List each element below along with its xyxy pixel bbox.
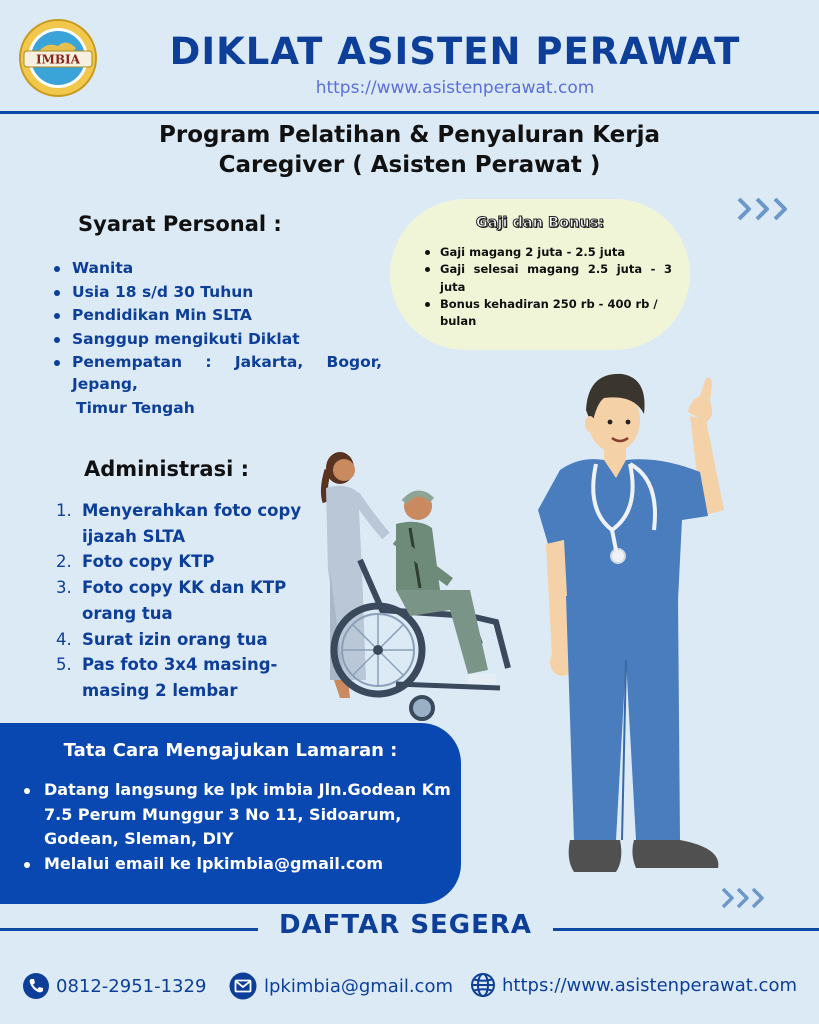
program-subtitle-line2: Caregiver ( Asisten Perawat ) — [218, 152, 601, 178]
male-nurse-illustration — [530, 360, 730, 889]
syarat-heading: Syarat Personal : — [78, 212, 282, 236]
cta-divider-right — [553, 928, 819, 931]
phone-number: 0812-2951-1329 — [56, 975, 207, 997]
mail-icon — [228, 972, 258, 1000]
penempatan-word: : — [205, 353, 212, 372]
list-item-penempatan — [50, 351, 382, 375]
header-divider — [0, 111, 819, 114]
gaji-list — [422, 244, 672, 330]
globe-icon — [470, 972, 496, 998]
penempatan-cont: Timur Tengah — [76, 399, 195, 417]
administrasi-list — [56, 498, 316, 704]
phone-icon — [22, 972, 50, 1000]
penempatan-word: Jakarta, — [234, 353, 304, 372]
logo-text: IMBIA — [36, 52, 80, 67]
website-contact[interactable] — [470, 972, 797, 998]
caregiver-wheelchair-illustration — [300, 440, 530, 729]
imbia-logo — [18, 18, 98, 98]
list-item: 3. Foto copy KK dan KTP orang tua — [56, 578, 287, 623]
chevrons-right-icon — [720, 884, 770, 916]
penempatan-word: Penempatan — [72, 353, 183, 372]
tata-cara-list — [20, 778, 460, 876]
website-url: https://www.asistenperawat.com — [502, 974, 797, 996]
chevrons-right-icon — [736, 194, 796, 228]
list-item: Wanita — [50, 257, 382, 281]
list-item: Sanggup mengikuti Diklat — [50, 328, 382, 352]
list-item: Gaji magang 2 juta - 2.5 juta — [422, 244, 672, 261]
list-item: Pendidikan Min SLTA — [50, 304, 382, 328]
list-item: Datang langsung ke lpk imbia Jln.Godean Km 7.5 Perum Munggur 3 No 11, Sidoarum, Godean, Sleman, DIY — [20, 778, 460, 852]
page-title: DIKLAT ASISTEN PERAWAT — [169, 30, 741, 73]
tata-cara-heading: Tata Cara Mengajukan Lamaran : — [63, 740, 398, 761]
penempatan-word: Bogor, — [326, 353, 382, 372]
administrasi-heading: Administrasi : — [84, 457, 249, 481]
list-item: 2. Foto copy KTP — [56, 552, 215, 572]
penempatan-cont: Jepang, — [72, 375, 138, 393]
gaji-heading: Gaji dan Bonus: — [475, 215, 605, 231]
syarat-list — [50, 257, 382, 375]
phone-contact[interactable] — [22, 972, 206, 1000]
email-contact[interactable] — [228, 972, 453, 1000]
list-item: 1. Menyerahkan foto copy ijazah SLTA — [56, 501, 302, 546]
cta-divider-left — [0, 928, 258, 931]
list-item: Gaji selesai magang 2.5 juta - 3 juta — [422, 261, 672, 296]
list-item: Usia 18 s/d 30 Tuhun — [50, 281, 382, 305]
program-subtitle-line1: Program Pelatihan & Penyaluran Kerja — [159, 122, 660, 148]
list-item: Melalui email ke lpkimbia@gmail.com — [20, 852, 460, 877]
list-item: 5. Pas foto 3x4 masing-masing 2 lembar — [56, 655, 278, 700]
email-address: lpkimbia@gmail.com — [264, 975, 453, 997]
list-item: 4. Surat izin orang tua — [56, 629, 268, 649]
daftar-segera-cta[interactable]: DAFTAR SEGERA — [278, 910, 533, 940]
list-item: Bonus kehadiran 250 rb - 400 rb / bulan — [422, 296, 672, 331]
header-website-link[interactable]: https://www.asistenperawat.com — [315, 78, 595, 98]
